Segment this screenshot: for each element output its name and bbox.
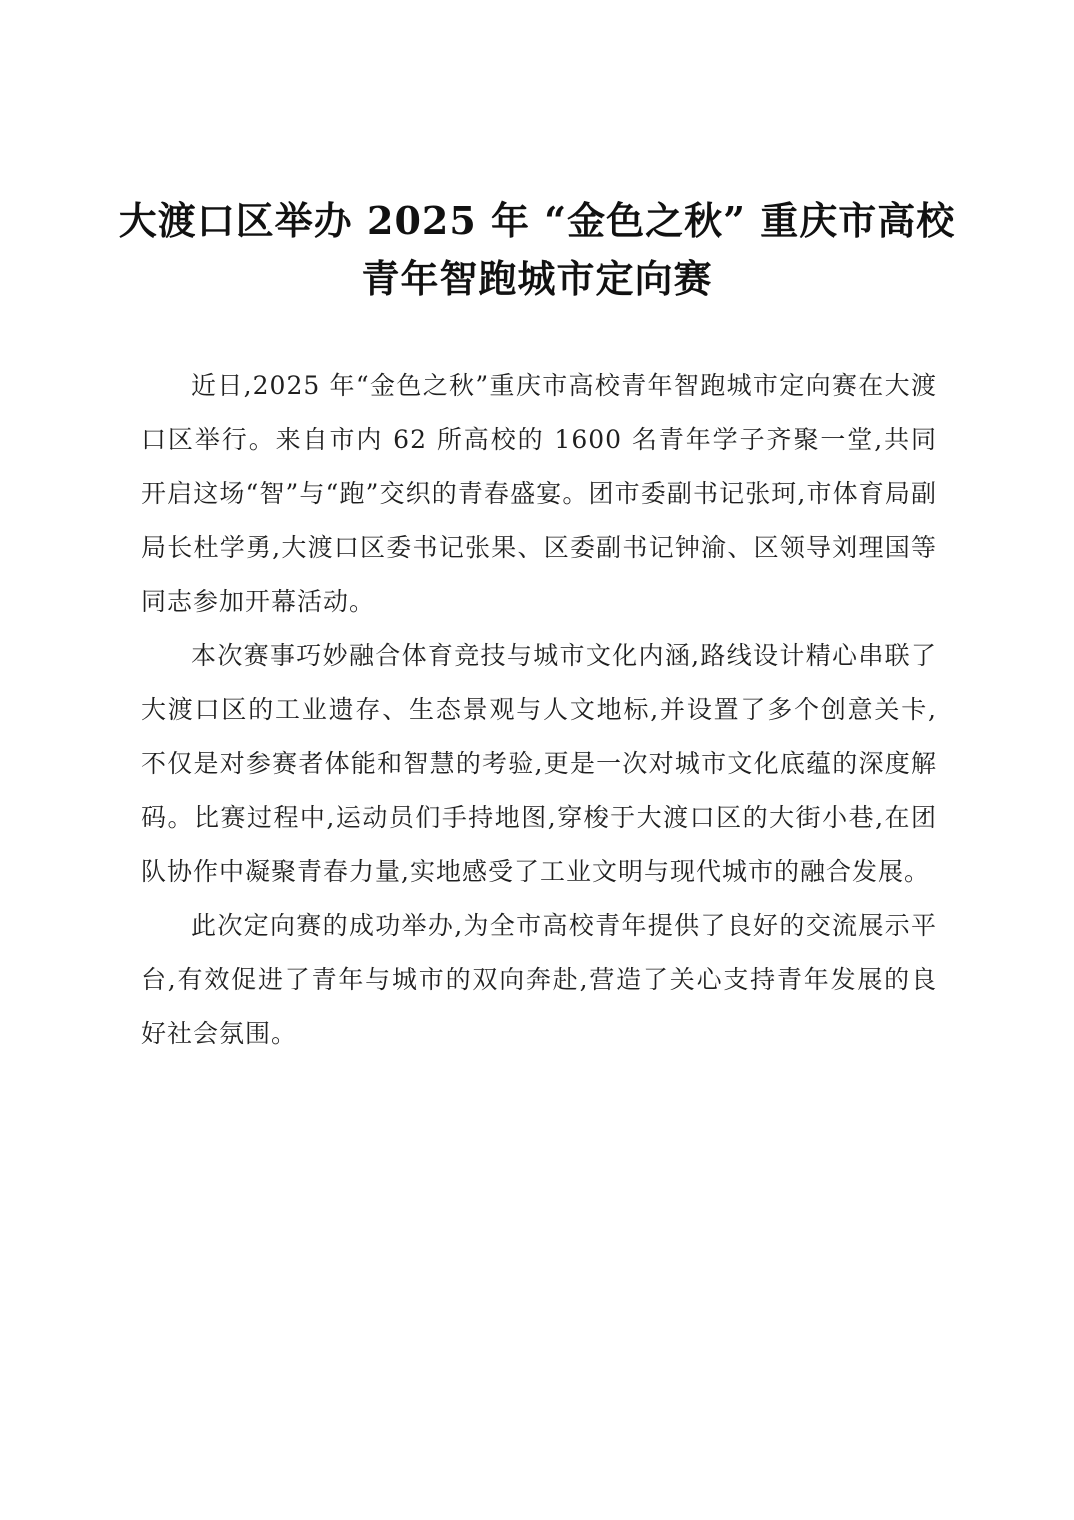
article-title — [100, 192, 974, 308]
article-title-line-1: 大渡口区举办 2025 年 “金色之秋” 重庆市高校 — [118, 198, 956, 243]
article-body — [141, 359, 937, 1061]
paragraph: 本次赛事巧妙融合体育竞技与城市文化内涵,路线设计精心串联了大渡口区的工业遗存、生态景观与人文地标,并设置了多个创意关卡,不仅是对参赛者体能和智慧的考验,更是一次对城市文化底蕴的深度解码。比赛过程中,运动员们手持地图,穿梭于大渡口区的大街小巷,在团队协作中凝聚青春力量,实地感受了工业文明与现代城市的融合发展。 — [141, 641, 937, 886]
article-title-line-2: 青年智跑城市定向赛 — [361, 256, 713, 301]
paragraph: 近日,2025 年“金色之秋”重庆市高校青年智跑城市定向赛在大渡口区举行。来自市内 62 所高校的 1600 名青年学子齐聚一堂,共同开启这场“智”与“跑”交织的青春盛宴。团市委副书记张珂,市体育局副局长杜学勇,大渡口区委书记张果、区委副书记钟渝、区领导刘理国等同志参加开幕活动。 — [141, 371, 937, 616]
paragraph: 此次定向赛的成功举办,为全市高校青年提供了良好的交流展示平台,有效促进了青年与城市的双向奔赴,营造了关心支持青年发展的良好社会氛围。 — [141, 911, 937, 1048]
